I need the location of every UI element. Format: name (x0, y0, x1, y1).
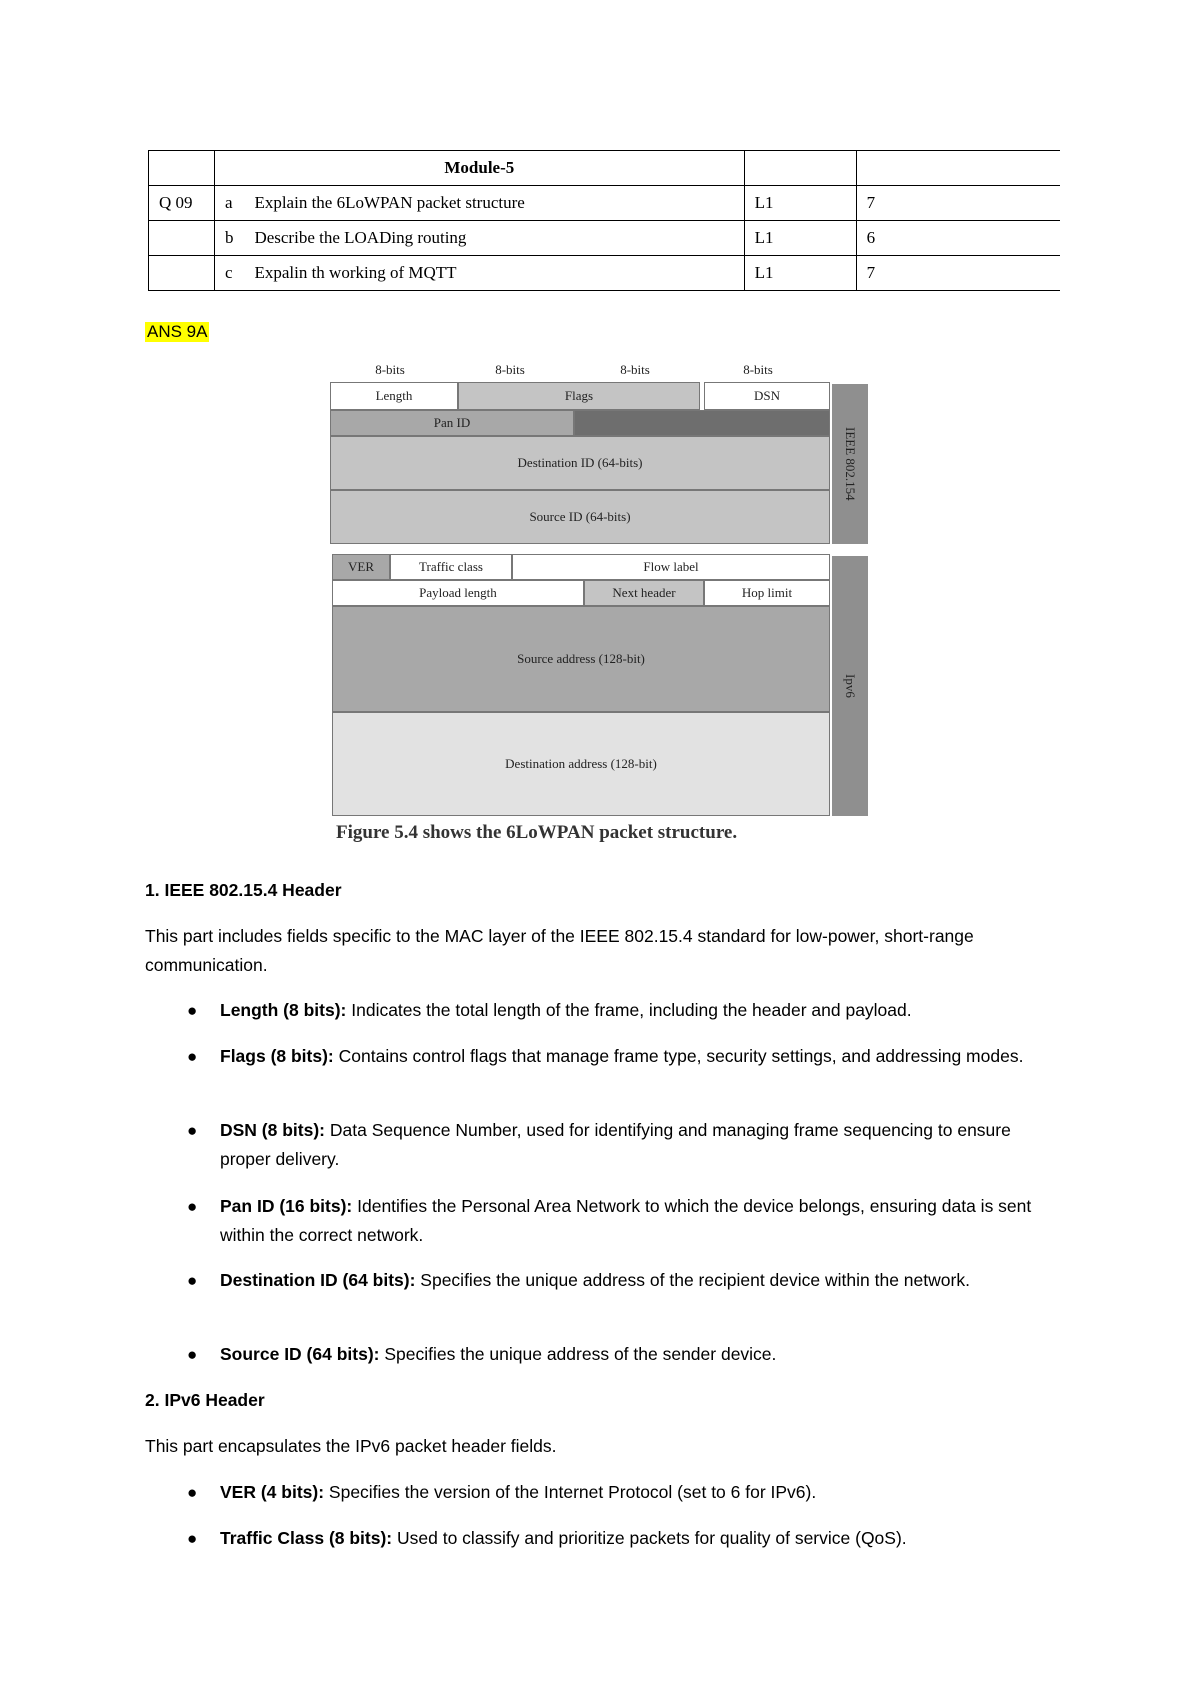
item-desc: Specifies the version of the Internet Protocol (set to 6 for IPv6). (324, 1482, 817, 1502)
item-desc: Specifies the unique address of the sender device. (379, 1344, 777, 1364)
bullet-icon: ● (187, 1271, 198, 1290)
bits-label: 8-bits (743, 362, 773, 377)
item-term: Length (8 bits): (220, 1000, 347, 1020)
item-desc: Used to classify and prioritize packets for quality of service (QoS). (392, 1528, 907, 1548)
question-text: Expalin th working of MQTT (244, 256, 744, 291)
module-title: Module-5 (214, 151, 744, 186)
question-number (149, 256, 215, 291)
field-flags: Flags (458, 382, 700, 410)
field-destination-address: Destination address (128-bit) (332, 712, 830, 816)
figure-caption: Figure 5.4 shows the 6LoWPAN packet structure. (336, 822, 738, 843)
question-table (148, 150, 1060, 291)
bullet-icon: ● (187, 1121, 198, 1140)
question-part: c (214, 256, 244, 291)
table-row (149, 256, 1061, 291)
table-row (149, 186, 1061, 221)
field-flow-label: Flow label (512, 554, 830, 580)
bullet-icon: ● (187, 1047, 198, 1066)
bullet-icon: ● (187, 1345, 198, 1364)
field-payload-length: Payload length (332, 580, 584, 606)
table-cell (744, 151, 856, 186)
bullet-icon: ● (187, 1001, 198, 1020)
question-text: Describe the LOADing routing (244, 221, 744, 256)
field-dsn: DSN (704, 382, 830, 410)
list-item (187, 1478, 1060, 1507)
question-number (149, 221, 215, 256)
field-source-address: Source address (128-bit) (332, 606, 830, 712)
item-desc: Indicates the total length of the frame, including the header and payload. (346, 1000, 912, 1020)
item-term: DSN (8 bits): (220, 1120, 325, 1140)
ipv6-side-label (832, 556, 868, 816)
ieee-side-text: IEEE 802.154 (843, 427, 858, 501)
packet-structure-figure (320, 360, 880, 850)
question-part: a (214, 186, 244, 221)
question-level: L1 (744, 186, 856, 221)
item-desc: Identifies the Personal Area Network to which the device belongs, ensuring data is sent within the correct network. (220, 1196, 1032, 1245)
bits-label: 8-bits (495, 362, 525, 377)
bullet-icon: ● (187, 1529, 198, 1548)
question-number: Q 09 (149, 186, 215, 221)
bits-label: 8-bits (375, 362, 405, 377)
field-length: Length (330, 382, 458, 410)
field-hop-limit: Hop limit (704, 580, 830, 606)
ipv6-side-text: Ipv6 (843, 674, 858, 698)
section1-heading: 1. IEEE 802.15.4 Header (145, 880, 342, 900)
list-item (187, 1340, 1060, 1369)
item-term: VER (4 bits): (220, 1482, 325, 1502)
list-item (187, 1116, 1060, 1174)
list-item (187, 996, 1060, 1025)
field-pan-id-fill (574, 410, 830, 436)
bits-label: 8-bits (620, 362, 650, 377)
bullet-icon: ● (187, 1197, 198, 1216)
table-cell (149, 151, 215, 186)
question-level: L1 (744, 221, 856, 256)
item-term: Flags (8 bits): (220, 1046, 334, 1066)
section1-intro: This part includes fields specific to the MAC layer of the IEEE 802.15.4 standard for low-power, short-range communication. (145, 926, 974, 975)
item-desc: Data Sequence Number, used for identifying and managing frame sequencing to ensure proper delivery. (220, 1120, 1011, 1169)
list-item (187, 1524, 1060, 1553)
item-desc: Contains control flags that manage frame type, security settings, and addressing modes. (333, 1046, 1024, 1066)
table-row (149, 151, 1061, 186)
field-ver: VER (332, 554, 390, 580)
field-next-header: Next header (584, 580, 704, 606)
field-traffic-class: Traffic class (390, 554, 512, 580)
item-term: Source ID (64 bits): (220, 1344, 380, 1364)
question-marks: 6 (856, 221, 1060, 256)
answer-label: ANS 9A (147, 322, 208, 341)
table-cell (856, 151, 1060, 186)
question-marks: 7 (856, 186, 1060, 221)
table-row (149, 221, 1061, 256)
list-item (187, 1042, 1060, 1071)
section2-heading: 2. IPv6 Header (145, 1390, 265, 1410)
item-desc: Specifies the unique address of the recipient device within the network. (415, 1270, 970, 1290)
question-marks: 7 (856, 256, 1060, 291)
question-level: L1 (744, 256, 856, 291)
item-term: Traffic Class (8 bits): (220, 1528, 393, 1548)
field-destination-id: Destination ID (64-bits) (330, 436, 830, 490)
ieee-side-label (832, 384, 868, 544)
bullet-icon: ● (187, 1483, 198, 1502)
question-text: Explain the 6LoWPAN packet structure (244, 186, 744, 221)
list-item (187, 1192, 1060, 1250)
list-item (187, 1266, 1060, 1295)
question-part: b (214, 221, 244, 256)
item-term: Destination ID (64 bits): (220, 1270, 416, 1290)
field-source-id: Source ID (64-bits) (330, 490, 830, 544)
item-term: Pan ID (16 bits): (220, 1196, 353, 1216)
field-pan-id: Pan ID (330, 410, 574, 436)
section2-intro: This part encapsulates the IPv6 packet header fields. (145, 1436, 557, 1456)
